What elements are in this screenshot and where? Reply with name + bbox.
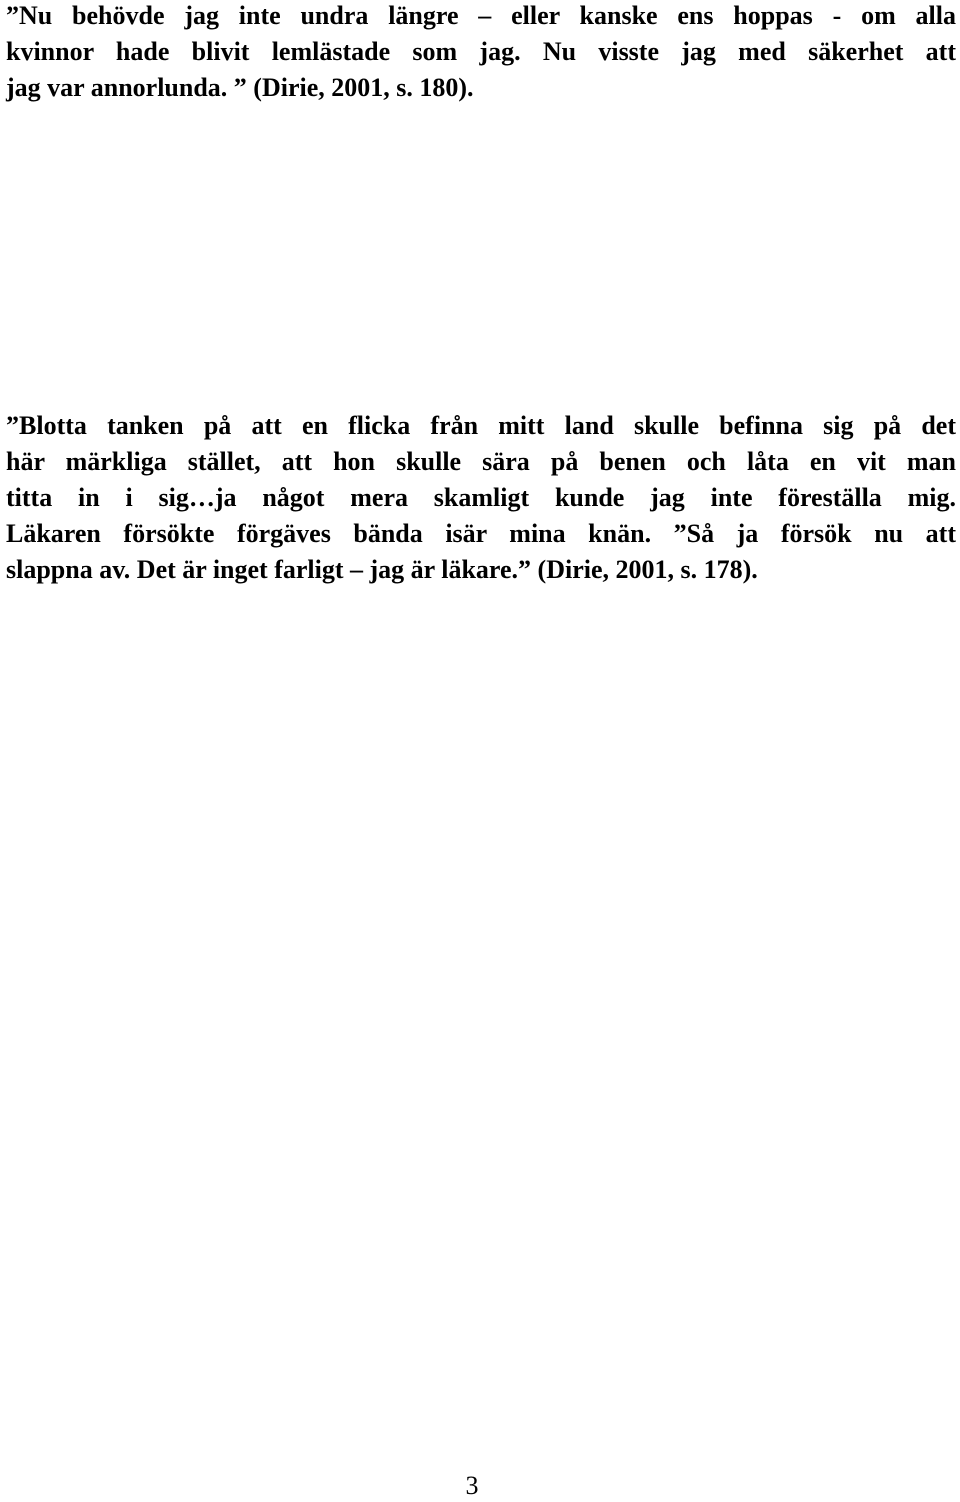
page-number: 3 (465, 1471, 479, 1500)
quote-block-1 (6, 0, 956, 106)
quote-2-line-1: ”Blotta tanken på att en flicka från mitt land skulle befinna sig på det (6, 411, 956, 440)
quote-1-line-3: jag var annorlunda. ” (Dirie, 2001, s. 180). (6, 73, 474, 102)
quote-1-line-2: kvinnor hade blivit lemlästade som jag. Nu visste jag med säkerhet att (6, 37, 956, 66)
quote-2-line-5: slappna av. Det är inget farligt – jag är läkare.” (Dirie, 2001, s. 178). (6, 555, 758, 584)
quote-2-line-4: Läkaren försökte förgäves bända isär mina knän. ”Så ja försök nu att (6, 519, 956, 548)
quote-2-line-3: titta in i sig…ja något mera skamligt kunde jag inte föreställa mig. (6, 483, 956, 512)
quote-1-line-1: ”Nu behövde jag inte undra längre – eller kanske ens hoppas - om alla (6, 1, 956, 30)
quote-2-line-2: här märkliga stället, att hon skulle sära på benen och låta en vit man (6, 447, 956, 476)
quote-block-2 (6, 408, 956, 588)
